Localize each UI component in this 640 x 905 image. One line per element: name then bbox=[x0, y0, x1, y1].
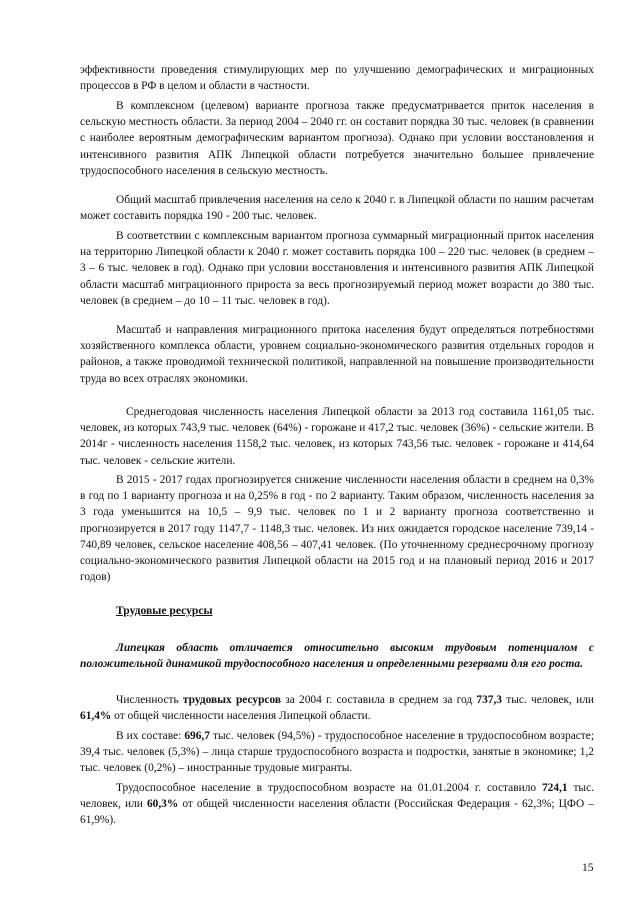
term-labour-resources: трудовых ресурсов bbox=[182, 694, 282, 706]
text-segment: тыс. человек (94,5%) - трудоспособное население в трудоспособном возрасте; 39,4 тыс. человек (5,3%) – лица старше трудоспособного возраста и подростки, занятые в экономике; 1,2 тыс. человек (0,2%) – иностранные трудовые мигранты. bbox=[80, 730, 594, 775]
paragraph-intro-end: эффективности проведения стимулирующих мер по улучшению демографических и миграционных процессов в РФ в целом и области в частности. bbox=[80, 64, 594, 93]
section-heading-labour: Трудовые ресурсы bbox=[116, 604, 213, 617]
text-segment: В их составе: bbox=[116, 730, 185, 742]
text-segment: за 2004 г. составила в среднем за год bbox=[281, 694, 477, 706]
paragraph-migration-inflow: В соответствии с комплексным вариантом прогноза суммарный миграционный приток населения на территорию Липецкой области к 2040 г. может составить порядка 100 – 220 тыс. человек (в среднем – 3 – 6 тыс. человек в год). Однако при условии восстановления и интенсивного развития АПК Липецкой области масштаб миграционного прироста за весь прогнозируемый период может возрасти до 380 тыс. человек (в среднем – до 10 – 11 тыс. человек в год). bbox=[80, 230, 594, 307]
text-segment: Трудоспособное население в трудоспособном возрасте на 01.01.2004 г. составило bbox=[116, 782, 542, 794]
paragraph-labour-total bbox=[80, 692, 594, 724]
paragraph-population-2013: Среднегодовая численность населения Липецкой области за 2013 год составила 1161,05 тыс. человек, из которых 743,9 тыс. человек (64%) - горожане и 417,2 тыс. человек (36%) - сельские жители. В 2014г - численность населения 1158,2 тыс. человек, из которых 743,56 тыс. человек - горожане и 414,64 тыс. человек - сельские жители. bbox=[80, 406, 594, 467]
paragraph-rural-inflow: В комплексном (целевом) варианте прогноза также предусматривается приток населения в сельскую местность области. За период 2004 – 2040 гг. он составит порядка 30 тыс. человек (в сравнении с наиболее вероятным демографическим вариантом прогноза). Однако при условии восстановления и интенсивного развития АПК Липецкой области потребуется значительно большее привлечение трудоспособного населения в сельскую местность. bbox=[80, 100, 594, 177]
page-number: 15 bbox=[582, 862, 594, 874]
text-segment: от общей численности населения области (Российская Федерация - 62,3%; ЦФО – 61,9%). bbox=[80, 798, 594, 827]
text-segment: тыс. человек, или bbox=[80, 782, 594, 811]
value-working-age: 696,7 bbox=[184, 730, 210, 742]
paragraph-labour-structure bbox=[80, 728, 594, 777]
value-labour-share: 61,4% bbox=[80, 710, 112, 723]
paragraph-rural-scale: Общий масштаб привлечения населения на село к 2040 г. в Липецкой области по нашим расчетам может составить порядка 190 - 200 тыс. человек. bbox=[80, 194, 594, 223]
text-segment: Численность bbox=[116, 694, 183, 706]
paragraph-migration-direction: Масштаб и направления миграционного притока населения будут определяться потребностями хозяйственного комплекса области, уровнем социально-экономического развития отдельных городов и районов, а также проводимой технической политикой, направленной на повышение производительности труда во всех отраслях экономики. bbox=[80, 324, 594, 385]
paragraph-lead: Липецкая область отличается относительно высоким трудовым потенциалом с положительной динамикой трудоспособного населения и определенными резервами для его роста. bbox=[80, 642, 594, 671]
value-labour-total: 737,3 bbox=[476, 694, 503, 706]
value-working-age-total: 724,1 bbox=[541, 782, 568, 794]
text-segment: тыс. человек, или bbox=[502, 694, 594, 706]
text-segment: от общей численности населения Липецкой области. bbox=[111, 710, 371, 723]
paragraph-working-age bbox=[80, 780, 594, 829]
paragraph-population-forecast: В 2015 - 2017 годах прогнозируется снижение численности населения области в среднем на 0,3% в год по 1 варианту прогноза и на 0,25% в год - по 2 варианту. Таким образом, численность населения за 3 года уменьшится на 10,5 – 9,9 тыс. человек по 1 и 2 варианту прогноза соответственно и прогнозируется в 2017 году 1147,7 - 1148,3 тыс. человек. Из них ожидается городское население 739,14 - 740,89 человек, сельское население 408,56 – 407,41 человек. (По уточненному среднесрочному прогнозу социально-экономического развития Липецкой области на 2015 год и на плановый период 2016 и 2017 годов) bbox=[80, 474, 594, 584]
value-working-age-share: 60,3% bbox=[146, 798, 179, 811]
